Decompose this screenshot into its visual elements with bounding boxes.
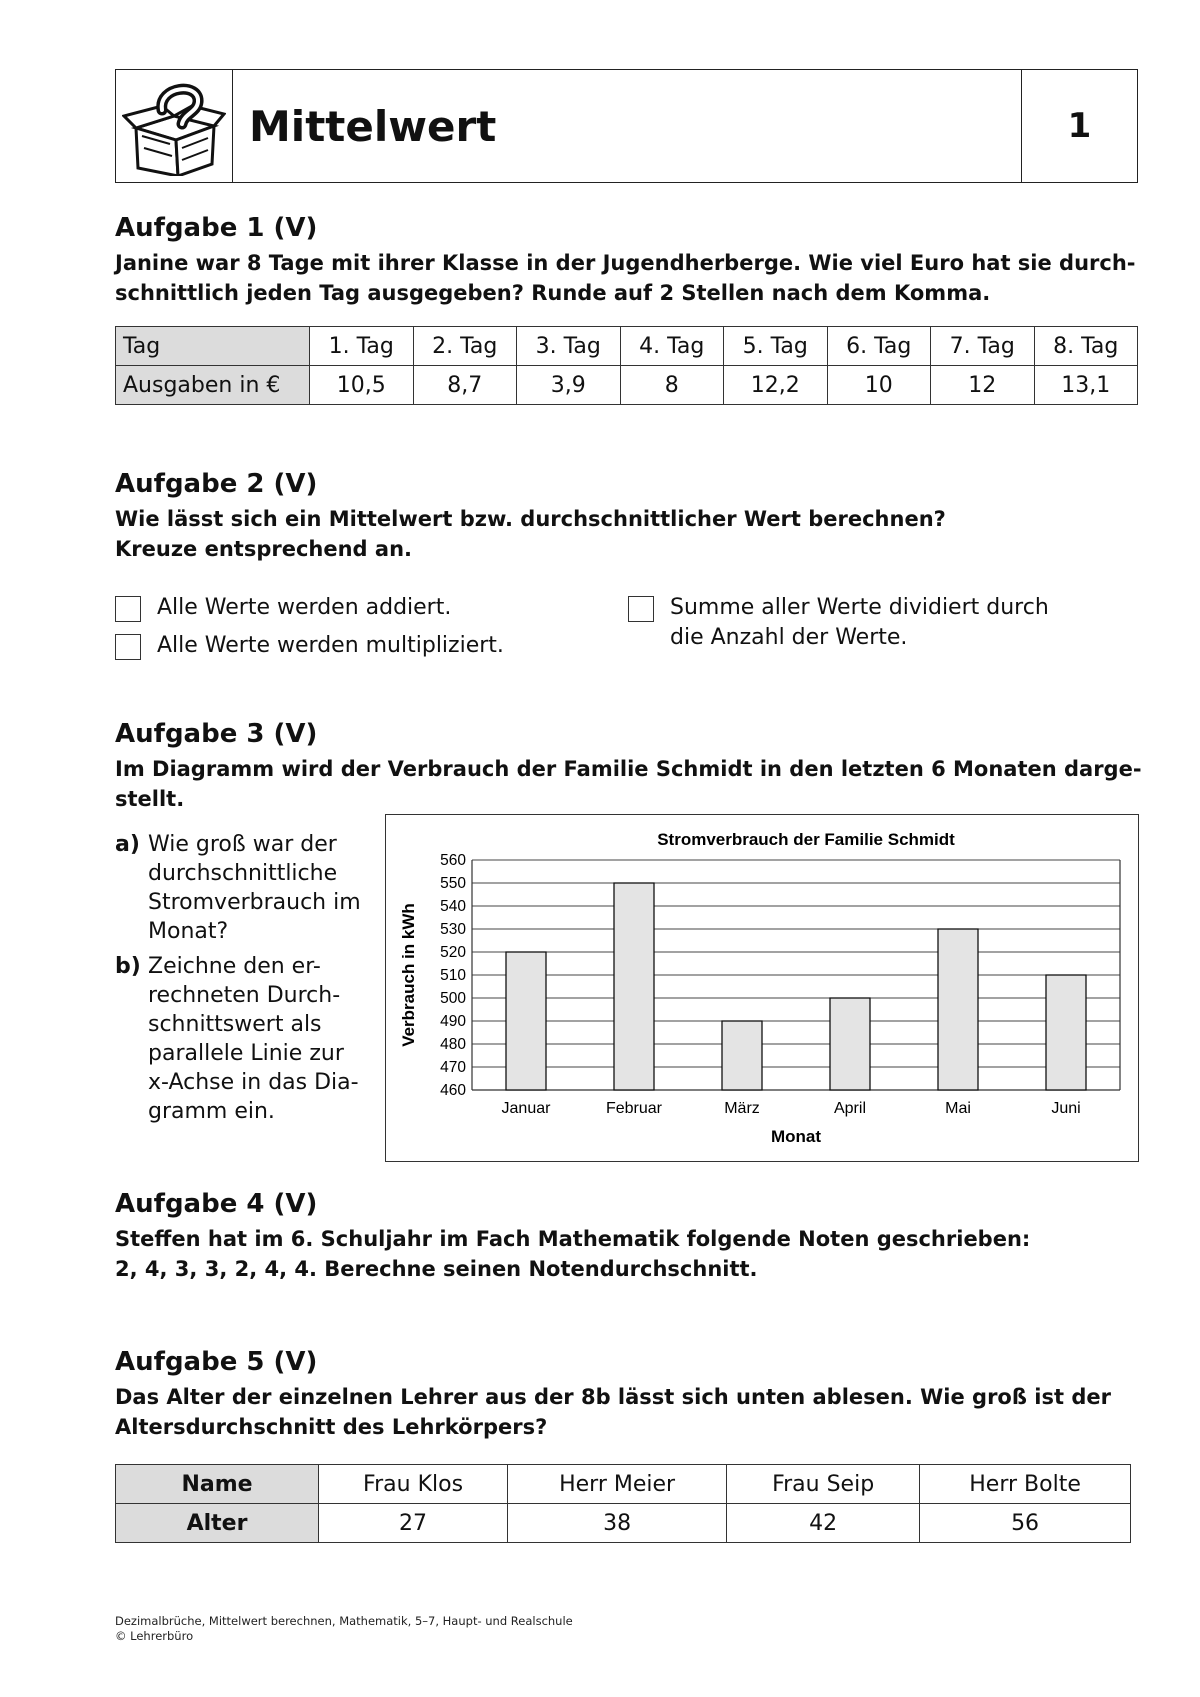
table-cell: 13,1 <box>1034 366 1138 405</box>
text-line: schnittswert als <box>148 1012 322 1037</box>
y-tick-label: 530 <box>440 921 466 938</box>
table-row <box>116 327 1138 366</box>
option-label-line1: Summe aller Werte dividiert durch <box>670 595 1049 620</box>
table-row-label: Tag <box>116 327 310 366</box>
option-label: Alle Werte werden addiert. <box>157 595 452 620</box>
table-row <box>116 1465 1131 1504</box>
option-divide <box>628 596 1049 653</box>
task-5-table <box>115 1464 1131 1543</box>
text-line: Stromverbrauch im <box>148 890 361 915</box>
option-label <box>670 593 1049 653</box>
table-cell: Herr Bolte <box>920 1465 1131 1504</box>
task-2 <box>115 468 1145 564</box>
table-cell: 10 <box>827 366 931 405</box>
task-3-text-line1: Im Diagramm wird der Verbrauch der Familie Schmidt in den letzten 6 Monaten darge- <box>115 757 1142 781</box>
table-cell: Frau Klos <box>319 1465 508 1504</box>
table-cell: 12,2 <box>724 366 828 405</box>
y-tick-label: 540 <box>440 898 466 915</box>
x-tick-label: April <box>833 1100 867 1117</box>
y-tick-label: 470 <box>440 1059 466 1076</box>
table-row <box>116 1504 1131 1543</box>
y-tick-label: 500 <box>440 990 466 1007</box>
logo-cell <box>116 70 233 182</box>
option-label-line2: die Anzahl der Werte. <box>670 625 908 650</box>
task-2-text-line2: Kreuze entsprechend an. <box>115 537 412 561</box>
y-tick-label: 560 <box>440 852 466 869</box>
text-line: Zeichne den er- <box>148 954 321 979</box>
checkbox-divide[interactable] <box>628 596 654 622</box>
bar-chart <box>385 814 1139 1162</box>
footer <box>115 1614 573 1644</box>
bar <box>506 952 546 1090</box>
x-tick-label: Januar <box>501 1100 551 1117</box>
subquestion-a <box>115 830 370 946</box>
task-1-table <box>115 326 1138 405</box>
task-5-text-line1: Das Alter der einzelnen Lehrer aus der 8b lässt sich unten ablesen. Wie groß ist der <box>115 1385 1111 1409</box>
table-cell: 3. Tag <box>517 327 621 366</box>
worksheet-header <box>115 69 1138 183</box>
text-line: rechneten Durch- <box>148 983 341 1008</box>
task-4 <box>115 1188 1145 1284</box>
option-label: Alle Werte werden multipliziert. <box>157 633 504 658</box>
text-line: Wie groß war der <box>148 832 337 857</box>
table-cell: 8. Tag <box>1034 327 1138 366</box>
task-2-text-line1: Wie lässt sich ein Mittelwert bzw. durchschnittlicher Wert berechnen? <box>115 507 946 531</box>
text-line: Monat? <box>148 919 229 944</box>
task-2-heading: Aufgabe 2 (V) <box>115 469 318 499</box>
y-axis-label: Verbrauch in kWh <box>399 903 418 1047</box>
bar <box>830 998 870 1090</box>
task-3-heading: Aufgabe 3 (V) <box>115 719 318 749</box>
question-box-icon <box>122 76 226 176</box>
y-tick-label: 520 <box>440 944 466 961</box>
y-tick-label: 550 <box>440 875 466 892</box>
text-line: parallele Linie zur <box>148 1041 344 1066</box>
table-cell: 38 <box>508 1504 727 1543</box>
table-cell: 27 <box>319 1504 508 1543</box>
text-line: durchschnittliche <box>148 861 338 886</box>
table-cell: 10,5 <box>310 366 414 405</box>
x-axis-label: Monat <box>770 1127 822 1146</box>
bar <box>722 1021 762 1090</box>
subquestion-text <box>148 952 359 1126</box>
x-tick-label: Juni <box>1051 1100 1081 1117</box>
task-1-text-line1: Janine war 8 Tage mit ihrer Klasse in der Jugendherberge. Wie viel Euro hat sie durch- <box>115 251 1136 275</box>
chart-title: Stromverbrauch der Familie Schmidt <box>657 830 955 849</box>
table-cell: 8,7 <box>413 366 517 405</box>
task-3 <box>115 718 1145 814</box>
table-cell: 7. Tag <box>931 327 1035 366</box>
bar <box>614 883 654 1090</box>
table-cell: Herr Meier <box>508 1465 727 1504</box>
task-5 <box>115 1346 1145 1442</box>
table-cell: 3,9 <box>517 366 621 405</box>
table-cell: 1. Tag <box>310 327 414 366</box>
option-multiply <box>115 634 504 661</box>
text-line: gramm ein. <box>148 1099 275 1124</box>
bar <box>938 929 978 1090</box>
table-row-label: Name <box>116 1465 319 1504</box>
table-cell: 5. Tag <box>724 327 828 366</box>
bar-chart-svg <box>386 815 1137 1160</box>
text-line: x-Achse in das Dia- <box>148 1070 359 1095</box>
checkbox-multiply[interactable] <box>115 634 141 660</box>
page-title: Mittelwert <box>249 101 497 151</box>
task-1-text-line2: schnittlich jeden Tag ausgegeben? Runde auf 2 Stellen nach dem Komma. <box>115 281 991 305</box>
y-tick-label: 510 <box>440 967 466 984</box>
x-tick-label: Februar <box>605 1100 663 1117</box>
table-row <box>116 366 1138 405</box>
table-cell: 56 <box>920 1504 1131 1543</box>
task-4-text-line1: Steffen hat im 6. Schuljahr im Fach Mathematik folgende Noten geschrieben: <box>115 1227 1031 1251</box>
table-cell: 2. Tag <box>413 327 517 366</box>
task-4-heading: Aufgabe 4 (V) <box>115 1189 318 1219</box>
checkbox-add[interactable] <box>115 596 141 622</box>
bar <box>1046 975 1086 1090</box>
table-row-label: Alter <box>116 1504 319 1543</box>
table-cell: 8 <box>620 366 724 405</box>
x-tick-label: März <box>724 1100 760 1117</box>
y-tick-label: 480 <box>440 1036 466 1053</box>
table-cell: 12 <box>931 366 1035 405</box>
table-cell: 4. Tag <box>620 327 724 366</box>
table-row-label: Ausgaben in € <box>116 366 310 405</box>
page-number: 1 <box>1021 70 1137 182</box>
footer-line1: Dezimalbrüche, Mittelwert berechnen, Mathematik, 5–7, Haupt- und Realschule <box>115 1614 573 1628</box>
task-5-text-line2: Altersdurchschnitt des Lehrkörpers? <box>115 1415 548 1439</box>
y-tick-label: 490 <box>440 1013 466 1030</box>
table-cell: 6. Tag <box>827 327 931 366</box>
table-cell: 42 <box>727 1504 920 1543</box>
x-tick-label: Mai <box>945 1100 971 1117</box>
table-cell: Frau Seip <box>727 1465 920 1504</box>
task-3-subquestions <box>115 830 370 1132</box>
task-4-text-line2: 2, 4, 3, 3, 2, 4, 4. Berechne seinen Notendurchschnitt. <box>115 1257 758 1281</box>
task-1 <box>115 212 1145 308</box>
subquestion-b <box>115 952 370 1126</box>
subquestion-text <box>148 830 361 946</box>
footer-line2: © Lehrerbüro <box>115 1629 194 1643</box>
task-3-text-line2: stellt. <box>115 787 185 811</box>
task-1-heading: Aufgabe 1 (V) <box>115 213 318 243</box>
subquestion-label: a) <box>115 832 140 857</box>
subquestion-label: b) <box>115 954 141 979</box>
y-tick-label: 460 <box>440 1082 466 1099</box>
option-add <box>115 596 451 623</box>
task-5-heading: Aufgabe 5 (V) <box>115 1347 318 1377</box>
